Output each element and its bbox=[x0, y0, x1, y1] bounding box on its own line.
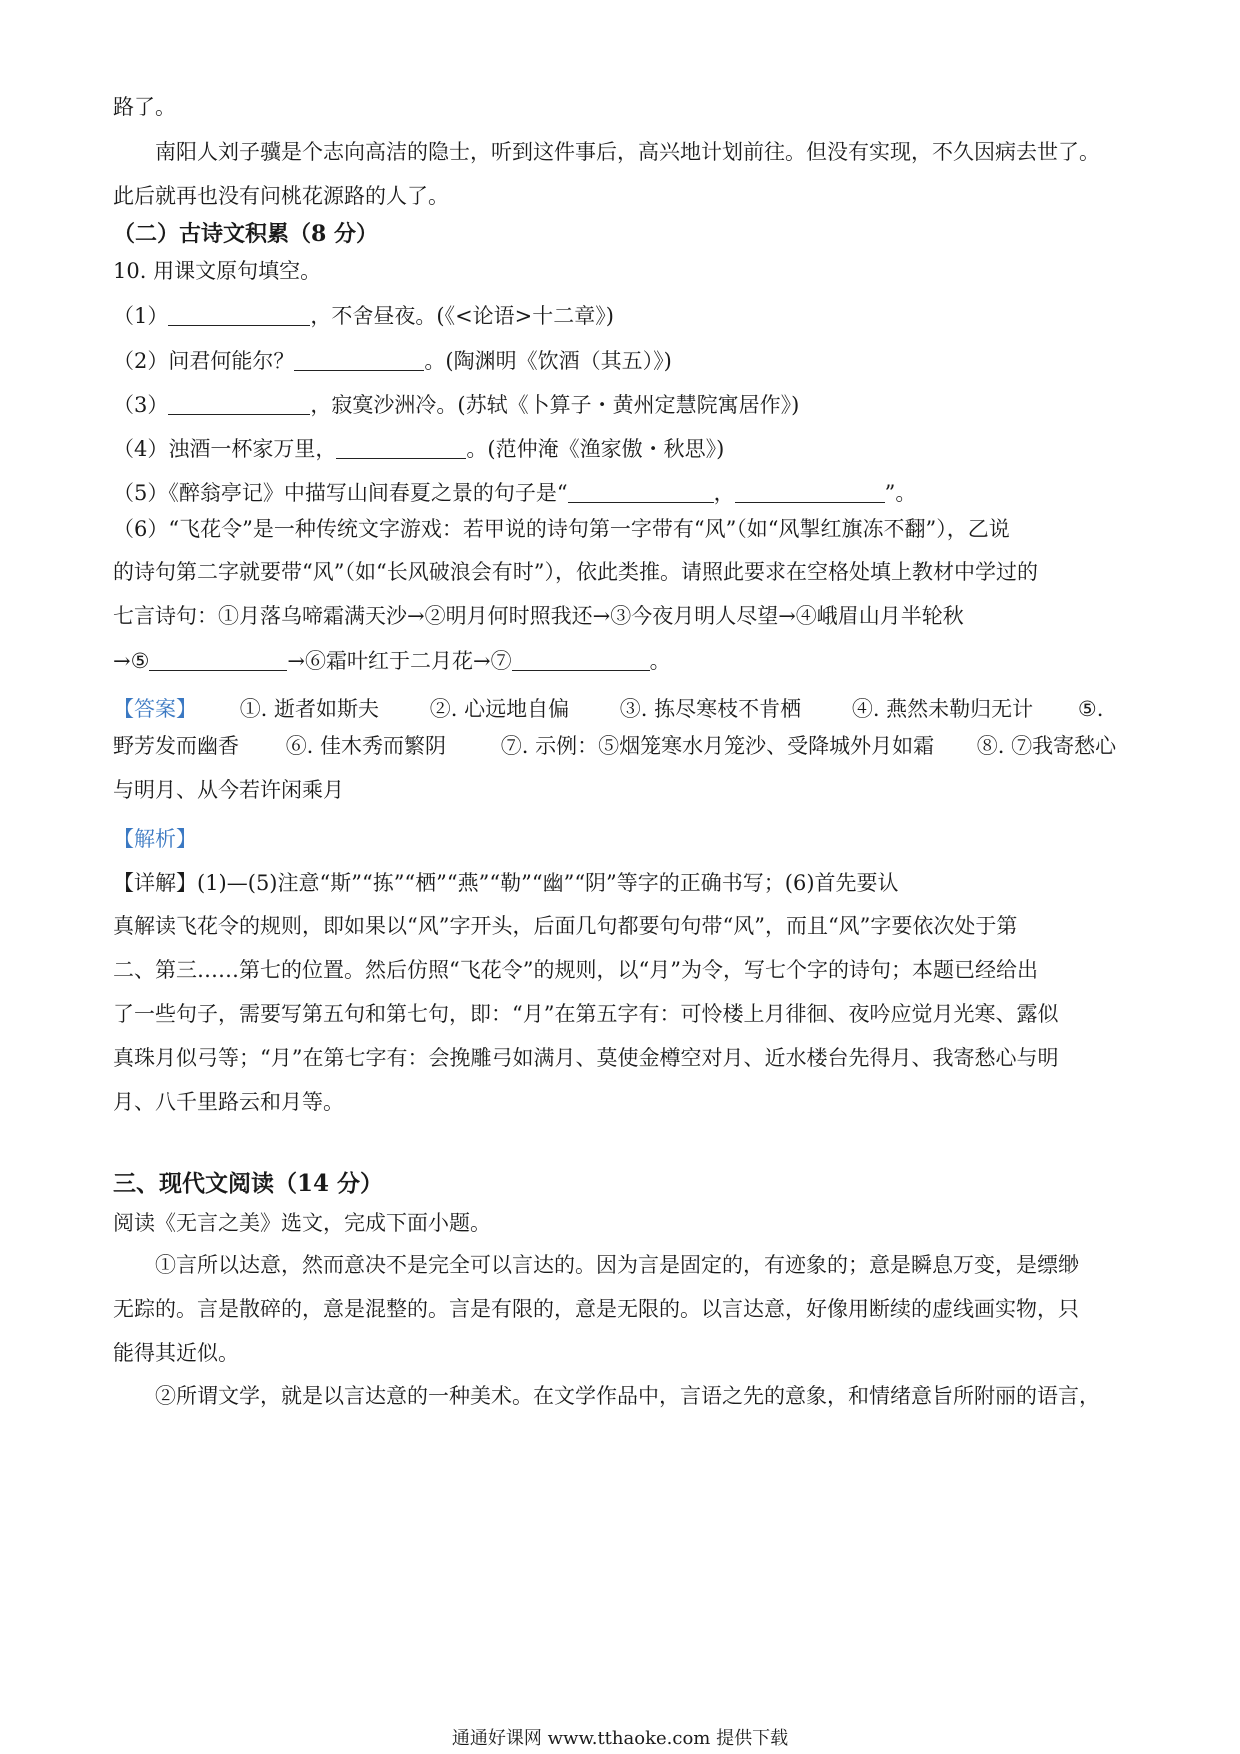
blank-4 bbox=[336, 438, 466, 459]
blank-6b bbox=[512, 650, 650, 671]
fill-item-1: （1） ，不舍昼夜。(《<论语>十二章》) bbox=[113, 304, 614, 328]
reading-p1-line-1: ①言所以达意，然而意决不是完全可以言达的。因为言是固定的，有迹象的；意是瞬息万变，是缥缈 bbox=[155, 1253, 1079, 1277]
blank-5b bbox=[735, 482, 885, 503]
blank-5a bbox=[568, 482, 714, 503]
answer-5-end: 野芳发而幽香 bbox=[113, 734, 239, 758]
analysis-line-4: 了一些句子，需要写第五句和第七句，即：“月”在第五字有：可怜楼上月徘徊、夜吟应觉月光寒、露似 bbox=[113, 1002, 1059, 1026]
answer-line-2 bbox=[113, 731, 1133, 761]
analysis-line-5: 真珠月似弓等；“月”在第七字有：会挽雕弓如满月、莫使金樽空对月、近水楼台先得月、我寄愁心与明 bbox=[113, 1046, 1059, 1070]
fill-item-6-line-1: （6）“飞花令”是一种传统文字游戏：若甲说的诗句第一字带有“风”（如“风掣红旗冻不翻”），乙说 bbox=[113, 517, 1010, 541]
answer-7: ⑦. 示例：⑤烟笼寒水月笼沙、受降城外月如霜 bbox=[500, 734, 935, 758]
reading-p1-line-3: 能得其近似。 bbox=[113, 1341, 239, 1365]
section-3-heading: 三、现代文阅读（14 分） bbox=[113, 1170, 384, 1197]
answer-line-1 bbox=[113, 694, 1133, 724]
analysis-line-1: 【详解】(1)—(5)注意“斯”“拣”“栖”“燕”“勒”“幽”“阴”等字的正确书写；(6)首先要认 bbox=[113, 871, 899, 895]
page-footer: 通通好课网 www.tthaoke.com 提供下载 bbox=[451, 1728, 789, 1749]
fill-item-6-line-2: 的诗句第二字就要带“风”（如“长风破浪会有时”），依此类推。请照此要求在空格处填上教材中学过的 bbox=[113, 560, 1038, 584]
fill-item-4: （4）浊酒一杯家万里， 。(范仲淹《渔家傲・秋思》) bbox=[113, 437, 725, 461]
fill-item-2: （2）问君何能尔？ 。(陶渊明《饮酒（其五）》) bbox=[113, 349, 672, 373]
fill-item-3: （3） ，寂寞沙洲冷。(苏轼《卜算子・黄州定慧院寓居作》) bbox=[113, 393, 800, 417]
answer-8-start: ⑧. ⑦我寄愁心 bbox=[976, 734, 1117, 758]
reading-p2-line-1: ②所谓文学，就是以言达意的一种美术。在文学作品中，言语之先的意象，和情绪意旨所附丽的语言， bbox=[155, 1384, 1100, 1408]
answer-line-3: 与明月、从今若许闲乘月 bbox=[113, 778, 344, 802]
answer-5-start: ⑤. bbox=[1077, 697, 1104, 721]
passage-end-line-1: 路了。 bbox=[113, 95, 176, 119]
fill-item-6-line-4: →⑤ →⑥霜叶红于二月花→⑦ 。 bbox=[113, 649, 671, 673]
answer-2: ②. 心远地自偏 bbox=[429, 697, 570, 721]
answer-1: ①. 逝者如斯夫 bbox=[239, 697, 380, 721]
fill-item-5: （5）《醉翁亭记》中描写山间春夏之景的句子是“ ， ”。 bbox=[113, 481, 917, 505]
blank-1 bbox=[168, 305, 310, 326]
section-3-intro: 阅读《无言之美》选文，完成下面小题。 bbox=[113, 1211, 491, 1235]
blank-6a bbox=[149, 650, 287, 671]
blank-2 bbox=[294, 350, 424, 371]
analysis-line-3: 二、第三……第七的位置。然后仿照“飞花令”的规则，以“月”为令，写七个字的诗句；本题已经给出 bbox=[113, 958, 1038, 982]
reading-p1-line-2: 无踪的。言是散碎的，意是混整的。言是有限的，意是无限的。以言达意，好像用断续的虚线画实物，只 bbox=[113, 1297, 1079, 1321]
answer-tag: 【答案】 bbox=[113, 697, 197, 721]
answer-3: ③. 拣尽寒枝不肯栖 bbox=[619, 697, 802, 721]
analysis-line-6: 月、八千里路云和月等。 bbox=[113, 1090, 344, 1114]
question-10-title: 10. 用课文原句填空。 bbox=[113, 259, 322, 283]
analysis-tag: 【解析】 bbox=[113, 827, 197, 851]
passage-end-line-3: 此后就再也没有问桃花源路的人了。 bbox=[113, 184, 449, 208]
answer-6: ⑥. 佳木秀而繁阴 bbox=[285, 734, 447, 758]
fill-item-6-line-3: 七言诗句：①月落乌啼霜满天沙→②明月何时照我还→③今夜月明人尽望→④峨眉山月半轮秋 bbox=[113, 604, 964, 628]
answer-4: ④. 燕然未勒归无计 bbox=[851, 697, 1034, 721]
passage-end-line-2: 南阳人刘子骥是个志向高洁的隐士，听到这件事后，高兴地计划前往。但没有实现，不久因病去世了。 bbox=[155, 140, 1100, 164]
blank-3 bbox=[168, 394, 310, 415]
analysis-line-2: 真解读飞花令的规则，即如果以“风”字开头，后面几句都要句句带“风”，而且“风”字要依次处于第 bbox=[113, 914, 1018, 938]
section-2-heading: （二）古诗文积累（8 分） bbox=[113, 221, 378, 247]
